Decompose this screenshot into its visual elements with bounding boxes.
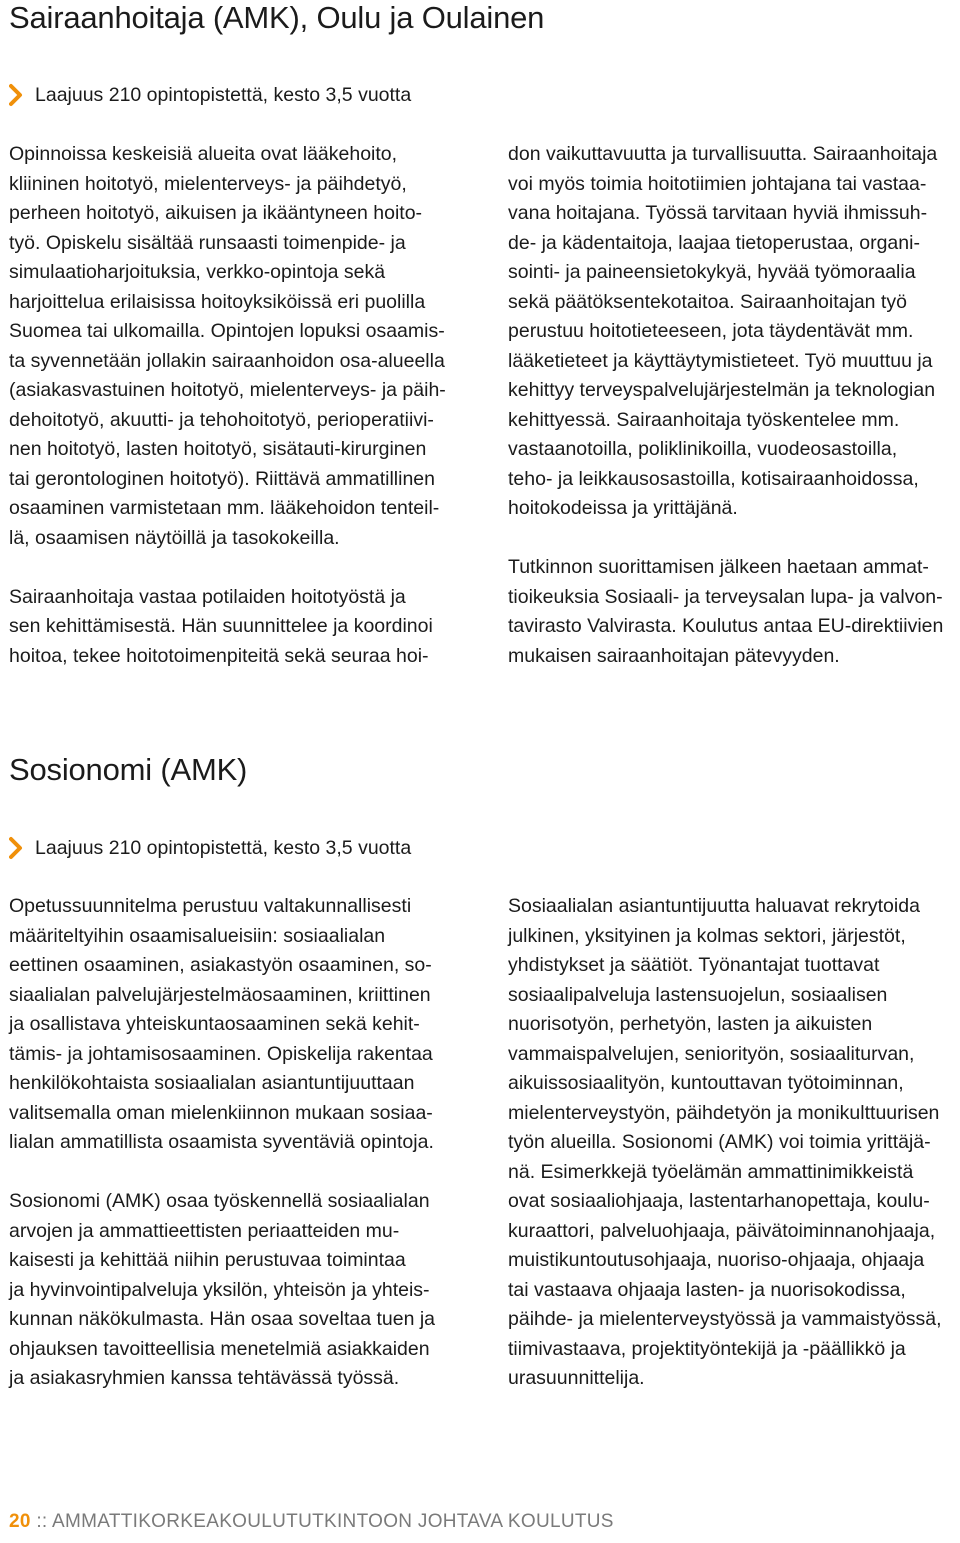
text-line: lialan ammatillista osaamista syventäviä opintoja. — [9, 1131, 434, 1153]
text-line: tavirasto Valvirasta. Koulutus antaa EU-direktiivien — [508, 615, 944, 637]
right-column — [508, 892, 959, 1423]
text-line: ta syvennetään jollakin sairaanhoidon osa-alueella — [9, 349, 445, 372]
text-line: Tutkinnon suorittamisen jälkeen haetaan ammat- — [508, 556, 929, 578]
text-line: Sosiaalialan asiantuntijuutta haluavat rekrytoida — [508, 895, 920, 917]
text-line: perustuu hoitotieteeseen, jota täydentävät mm. — [508, 320, 914, 342]
text-line: (asiakasvastuinen hoitotyö, mielenterveys- ja päih- — [9, 379, 446, 401]
text-line: sen kehittämisestä. Hän suunnittelee ja koordinoi — [9, 615, 433, 637]
text-line: tiimivastaava, projektityöntekijä ja -päällikkö ja — [508, 1337, 906, 1360]
scope-text: Laajuus 210 opintopistettä, kesto 3,5 vuotta — [35, 84, 412, 106]
text-line: urasuunnittelija. — [508, 1367, 645, 1389]
text-line: Opetussuunnitelma perustuu valtakunnallisesti — [9, 895, 412, 917]
text-line: ohjauksen tavoitteellisia menetelmiä asiakkaiden — [9, 1337, 430, 1360]
page-footer — [9, 1508, 614, 1536]
text-line: harjoittelua erilaisissa hoitoyksiköissä eri puolilla — [9, 290, 426, 313]
text-line: perheen hoitotyö, aikuisen ja ikääntyneen hoito- — [9, 202, 423, 224]
scope-line — [9, 836, 411, 860]
paragraph — [9, 140, 471, 553]
text-line: sekä päätöksentekotaitoa. Sairaanhoitajan työ — [508, 290, 907, 313]
text-line: ovat sosiaaliohjaaja, lastentarhanopettaja, koulu- — [508, 1190, 930, 1212]
text-line: tämis- ja johtamisosaaminen. Opiskelija rakentaa — [9, 1042, 433, 1065]
text-line: don vaikuttavuutta ja turvallisuutta. Sairaanhoitaja — [508, 143, 938, 165]
text-line: tai vastaava ohjaaja lasten- ja nuorisokodissa, — [508, 1278, 906, 1301]
text-line: sointi- ja paineensietokykyä, hyvää työmoraalia — [508, 261, 916, 283]
text-line: Suomea tai ulkomailla. Opintojen lopuksi osaamis- — [9, 320, 445, 342]
text-line: yhdistykset ja säätiöt. Työnantajat tuottavat — [508, 954, 880, 976]
chevron-right-icon — [9, 83, 27, 107]
text-line: siaalialan palvelujärjestelmäosaaminen, kriittinen — [9, 983, 431, 1006]
text-line: Sosionomi (AMK) osaa työskennellä sosiaalialan — [9, 1190, 430, 1212]
paragraph — [508, 892, 959, 1394]
text-line: tioikeuksia Sosiaali- ja terveysalan lupa- ja valvon- — [508, 585, 943, 608]
text-line: mielenterveystyön, päihdetyön ja monikulttuurisen — [508, 1101, 940, 1124]
text-line: aikuissosiaalityön, kuntouttavan työtoiminnan, — [508, 1072, 904, 1094]
text-line: de- ja kädentaitoja, laajaa tietoperustaa, organi- — [508, 231, 920, 254]
text-line: työn alueilla. Sosionomi (AMK) voi toimia yrittäjä- — [508, 1131, 931, 1153]
text-line: lääketieteet ja käyttäytymistieteet. Työ muuttuu ja — [508, 349, 933, 372]
text-line: tai gerontologinen hoitotyö). Riittävä ammatillinen — [9, 467, 435, 490]
text-line: ja hyvinvointipalveluja yksilön, yhteisön ja yhteis- — [9, 1278, 430, 1301]
text-line: kliininen hoitotyö, mielenterveys- ja päihdetyö, — [9, 172, 407, 195]
text-line: dehoitotyö, akuutti- ja tehohoitotyö, perioperatiivi- — [9, 408, 434, 431]
text-line: nä. Esimerkkejä työelämän ammattinimikkeistä — [508, 1160, 914, 1183]
paragraph — [508, 140, 959, 524]
section-title: Sairaanhoitaja (AMK), Oulu ja Oulainen — [9, 0, 545, 35]
text-line: lä, osaamisen näytöillä ja tasokokeilla. — [9, 526, 340, 549]
left-column — [9, 140, 471, 701]
paragraph — [9, 1187, 471, 1394]
text-line: sosiaalipalveluja lastensuojelun, sosiaalisen — [508, 983, 888, 1006]
text-line: Sairaanhoitaja vastaa potilaiden hoitotyöstä ja — [9, 585, 406, 608]
text-line: kehittyy terveyspalvelujärjestelmän ja teknologian — [508, 379, 936, 401]
text-line: Opinnoissa keskeisiä alueita ovat lääkehoito, — [9, 143, 398, 165]
text-line: työ. Opiskelu sisältää runsaasti toimenpide- ja — [9, 231, 406, 254]
text-line: mukaisen sairaanhoitajan pätevyyden. — [508, 644, 840, 667]
text-line: ja asiakasryhmien kanssa tehtävässä työssä. — [9, 1367, 400, 1389]
text-line: kuraattori, palveluohjaaja, päivätoiminnanohjaaja, — [508, 1219, 936, 1242]
scope-text: Laajuus 210 opintopistettä, kesto 3,5 vuotta — [35, 837, 412, 859]
text-line: nuorisotyön, perhetyön, lasten ja aikuisten — [508, 1013, 873, 1035]
text-line: eettinen osaaminen, asiakastyön osaaminen, so- — [9, 954, 432, 976]
text-line: valitsemalla oman mielenkiinnon mukaan sosiaa- — [9, 1101, 433, 1124]
scope-line — [9, 83, 411, 107]
text-line: simulaatioharjoituksia, verkko-opintoja sekä — [9, 261, 386, 283]
text-line: nen hoitotyö, lasten hoitotyö, sisätauti-kirurginen — [9, 438, 427, 460]
right-column — [508, 140, 959, 701]
left-column — [9, 892, 471, 1423]
paragraph — [508, 553, 959, 671]
section-title: Sosionomi (AMK) — [9, 752, 248, 787]
text-line: hoitoa, tekee hoitotoimenpiteitä sekä seuraa hoi- — [9, 644, 429, 667]
paragraph — [9, 892, 471, 1158]
footer-text: AMMATTIKORKEAKOULUTUTKINTOON JOHTAVA KOULUTUS — [52, 1511, 614, 1532]
text-line: päihde- ja mielenterveystyössä ja vammaistyössä, — [508, 1308, 942, 1330]
text-line: vana hoitajana. Työssä tarvitaan hyviä ihmissuh- — [508, 202, 928, 224]
text-line: hoitokodeissa ja yrittäjänä. — [508, 497, 738, 519]
paragraph — [9, 583, 471, 672]
text-line: julkinen, yksityinen ja kolmas sektori, järjestöt, — [508, 924, 906, 947]
text-line: osaaminen varmistetaan mm. lääkehoidon tenteil- — [9, 497, 440, 519]
page-number: 20 — [9, 1511, 31, 1532]
text-line: voi myös toimia hoitotiimien johtajana tai vastaa- — [508, 172, 927, 195]
text-line: muistikuntoutusohjaaja, nuoriso-ohjaaja, ohjaaja — [508, 1249, 925, 1271]
text-line: määriteltyihin osaamisalueisiin: sosiaalialan — [9, 924, 386, 947]
text-line: kunnan näkökulmasta. Hän osaa soveltaa tuen ja — [9, 1308, 436, 1330]
text-line: teho- ja leikkausosastoilla, kotisairaanhoidossa, — [508, 467, 919, 490]
text-line: ja osallistava yhteiskuntaosaaminen sekä kehit- — [9, 1013, 420, 1035]
footer-separator: :: — [36, 1511, 48, 1532]
text-line: arvojen ja ammattieettisten periaatteiden mu- — [9, 1219, 400, 1242]
chevron-right-icon — [9, 836, 27, 860]
text-line: vammaispalvelujen, seniorityön, sosiaaliturvan, — [508, 1042, 915, 1065]
text-line: kehittyessä. Sairaanhoitaja työskentelee mm. — [508, 408, 900, 431]
text-line: henkilökohtaista sosiaalialan asiantuntijuuttaan — [9, 1072, 415, 1094]
text-line: kaisesti ja kehittää niihin perustuvaa toimintaa — [9, 1249, 406, 1271]
text-line: vastaanotoilla, poliklinikoilla, vuodeosastoilla, — [508, 438, 898, 460]
